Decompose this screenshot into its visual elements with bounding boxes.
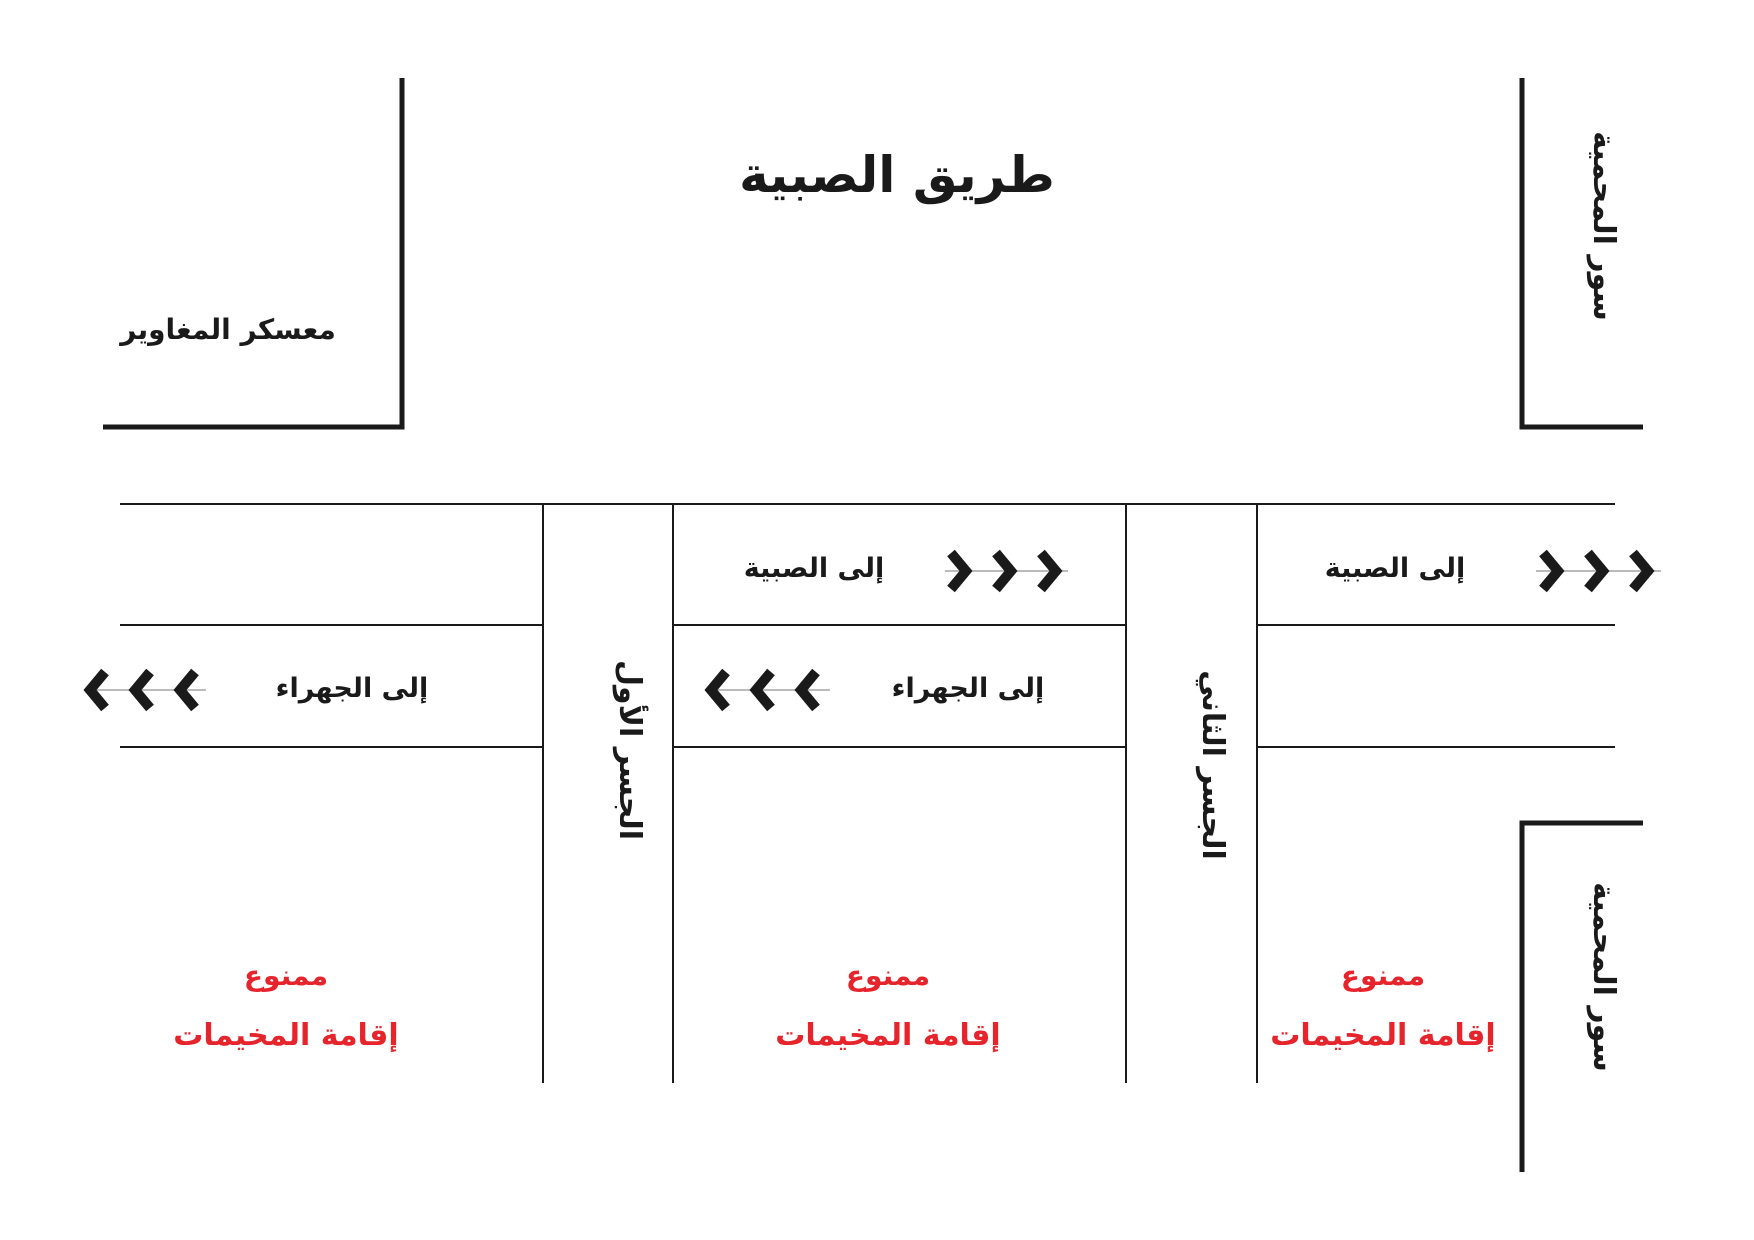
arrow-left-icon — [705, 672, 830, 708]
svg-text:ممنوع: ممنوع — [1340, 959, 1426, 992]
camp-label: معسكر المغاوير — [120, 313, 336, 346]
arrow-left-icon — [84, 672, 206, 708]
svg-text:إقامة المخيمات: إقامة المخيمات — [1270, 1018, 1496, 1053]
direction-to-subiya: إلى الصبية — [1324, 553, 1466, 584]
svg-text:إقامة المخيمات: إقامة المخيمات — [775, 1018, 1001, 1053]
road-lines — [120, 504, 1615, 1083]
direction-to-jahra: إلى الجهراء — [891, 673, 1045, 704]
reserve-wall-bottom-label: سور المحمية — [1586, 882, 1621, 1072]
direction-to-subiya: إلى الصبية — [743, 553, 885, 584]
svg-text:ممنوع: ممنوع — [845, 959, 931, 992]
reserve-wall-top — [1522, 78, 1643, 427]
svg-text:إقامة المخيمات: إقامة المخيمات — [173, 1018, 399, 1053]
arrow-right-icon — [1536, 553, 1661, 589]
svg-text:ممنوع: ممنوع — [243, 959, 329, 992]
first-bridge-label: الجسر الأول — [612, 659, 647, 841]
map-title: طريق الصبية — [739, 146, 1055, 204]
reserve-wall-bottom — [1522, 823, 1643, 1172]
arrow-right-icon — [945, 553, 1068, 589]
camping-warning — [1270, 959, 1495, 1053]
reserve-wall-top-label: سور المحمية — [1586, 131, 1621, 321]
camp-boundary — [103, 78, 402, 427]
direction-to-jahra: إلى الجهراء — [275, 673, 429, 704]
second-bridge-label: الجسر الثاني — [1195, 670, 1230, 860]
camping-warning — [173, 959, 398, 1053]
camping-warning — [775, 959, 1000, 1053]
